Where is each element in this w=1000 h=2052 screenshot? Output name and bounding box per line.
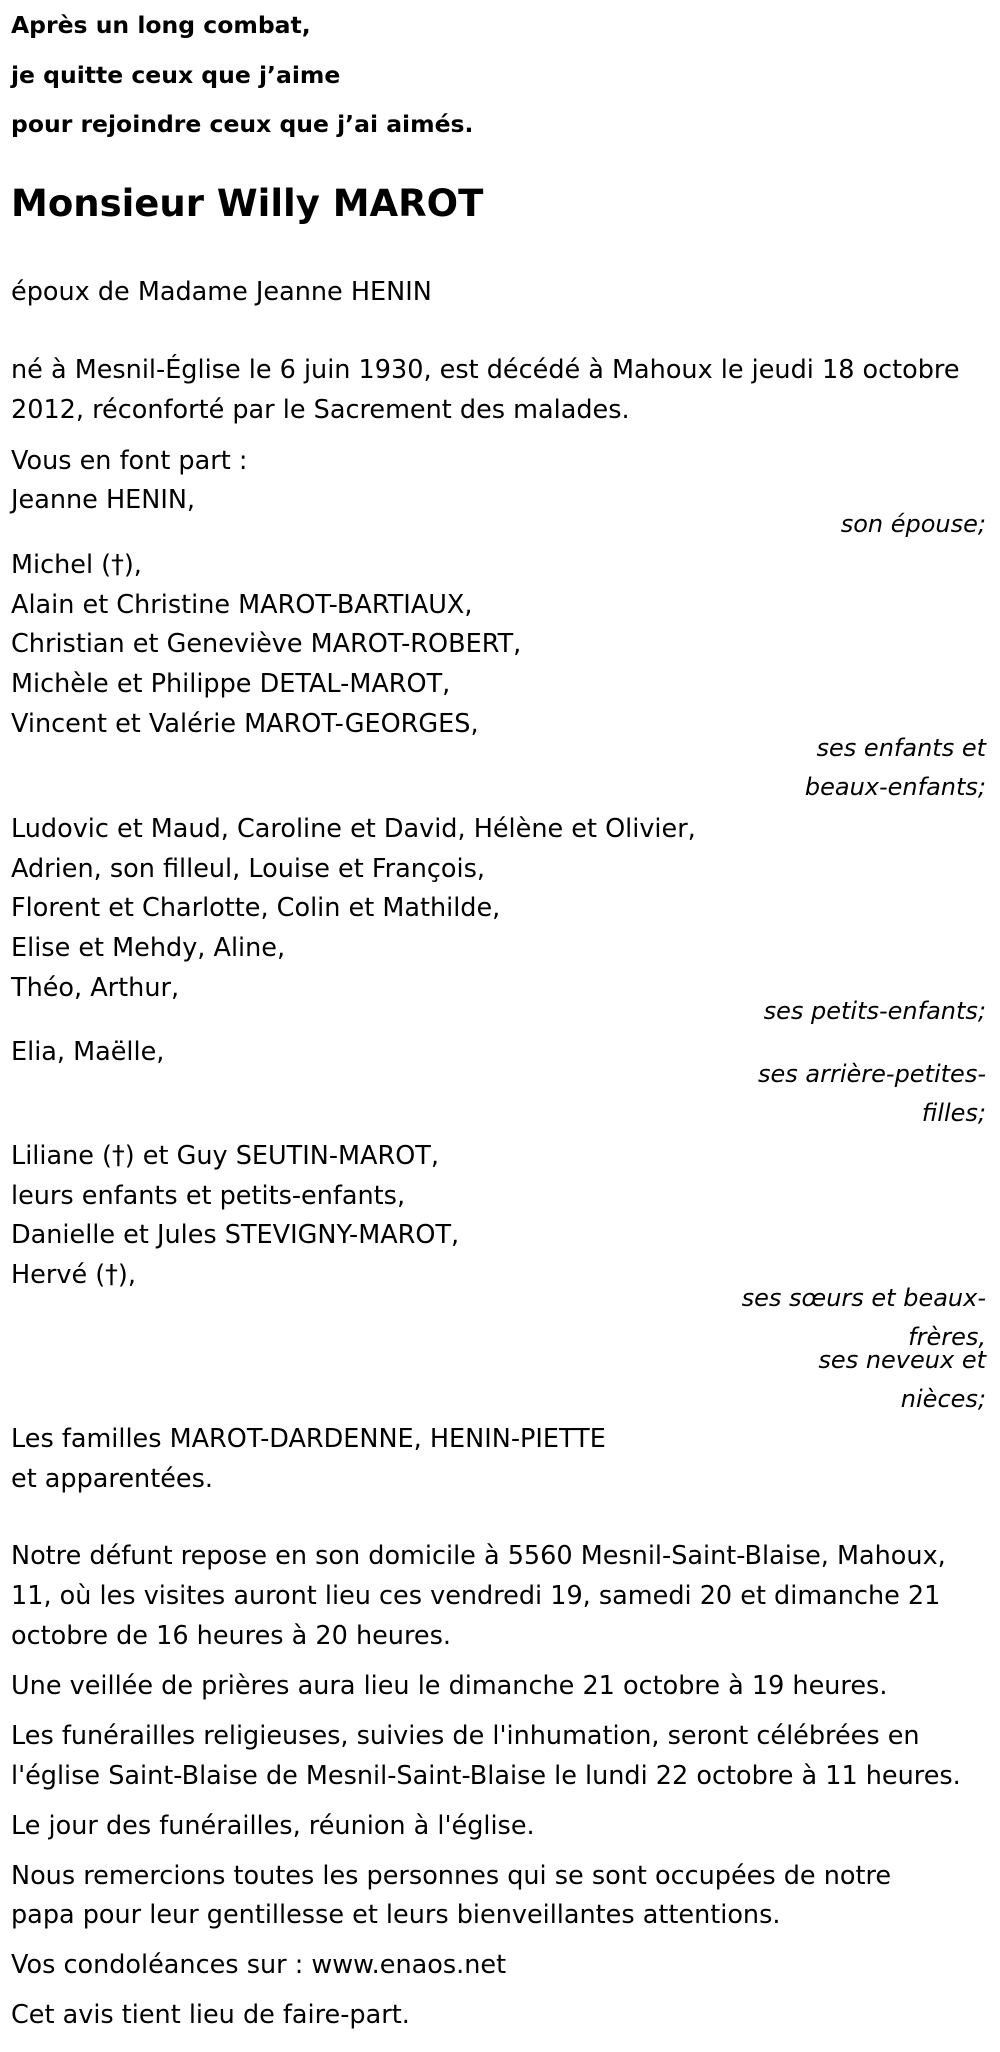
relation-label: filles; [921,1099,986,1127]
condolences-line: Vos condoléances sur : www.enaos.net [11,1950,507,1980]
mourner-name: Michel (†), [11,550,142,580]
funeral-line: Les funérailles religieuses, suivies de l'inhumation, seront célébrées en [11,1721,920,1751]
epigraph-line: Après un long combat, [11,11,311,39]
deceased-name: Monsieur Willy MAROT [11,182,484,225]
notice-line: Cet avis tient lieu de faire-part. [11,2000,410,2030]
mourner-name: Jeanne HENIN, [11,485,196,515]
relation-label: beaux-enfants; [804,773,986,801]
mourner-name: Ludovic et Maud, Caroline et David, Hélène et Olivier, [11,814,696,844]
vigil-line: Une veillée de prières aura lieu le dimanche 21 octobre à 19 heures. [11,1671,888,1701]
relation-label: ses petits-enfants; [763,997,986,1025]
birth-death-line: né à Mesnil-Église le 6 juin 1930, est décédé à Mahoux le jeudi 18 octobre [11,355,960,385]
mourner-name: Michèle et Philippe DETAL-MAROT, [11,669,451,699]
relation-label: nièces; [900,1385,986,1413]
relation-label: son épouse; [840,510,986,538]
thanks-line: Nous remercions toutes les personnes qui se sont occupées de notre [11,1861,892,1891]
mourner-name: Théo, Arthur, [11,973,180,1003]
birth-death-line: 2012, réconforté par le Sacrement des malades. [11,395,630,425]
relation-label: ses sœurs et beaux- [741,1284,986,1312]
relation-label: ses enfants et [816,734,986,762]
epigraph-line: pour rejoindre ceux que j’ai aimés. [11,110,474,138]
repose-line: 11, où les visites auront lieu ces vendredi 19, samedi 20 et dimanche 21 [11,1581,941,1611]
mourner-name: Florent et Charlotte, Colin et Mathilde, [11,893,501,923]
gathering-line: Le jour des funérailles, réunion à l'église. [11,1811,535,1841]
mourner-name: leurs enfants et petits-enfants, [11,1181,406,1211]
mourner-name: Vincent et Valérie MAROT-GEORGES, [11,709,479,739]
funeral-line: l'église Saint-Blaise de Mesnil-Saint-Blaise le lundi 22 octobre à 11 heures. [11,1761,961,1791]
mourner-name: Adrien, son filleul, Louise et François, [11,854,486,884]
announce-line: Vous en font part : [11,446,248,476]
relation-label: ses neveux et [818,1346,986,1374]
mourner-name: Danielle et Jules STEVIGNY-MAROT, [11,1220,460,1250]
repose-line: octobre de 16 heures à 20 heures. [11,1621,451,1651]
spouse-line: époux de Madame Jeanne HENIN [11,277,432,307]
mourner-name: Alain et Christine MAROT-BARTIAUX, [11,590,473,620]
mourner-name: Elia, Maëlle, [11,1037,165,1067]
relation-label: ses arrière-petites- [758,1060,986,1088]
families-line: et apparentées. [11,1464,213,1494]
mourner-name: Hervé (†), [11,1260,136,1290]
mourner-name: Liliane (†) et Guy SEUTIN-MAROT, [11,1141,439,1171]
thanks-line: papa pour leur gentillesse et leurs bienveillantes attentions. [11,1900,781,1930]
mourner-name: Elise et Mehdy, Aline, [11,933,286,963]
repose-line: Notre défunt repose en son domicile à 5560 Mesnil-Saint-Blaise, Mahoux, [11,1541,946,1571]
epigraph-line: je quitte ceux que j’aime [11,61,341,89]
families-line: Les familles MAROT-DARDENNE, HENIN-PIETTE [11,1424,606,1454]
mourner-name: Christian et Geneviève MAROT-ROBERT, [11,629,522,659]
relation-label: frères, [908,1323,986,1351]
